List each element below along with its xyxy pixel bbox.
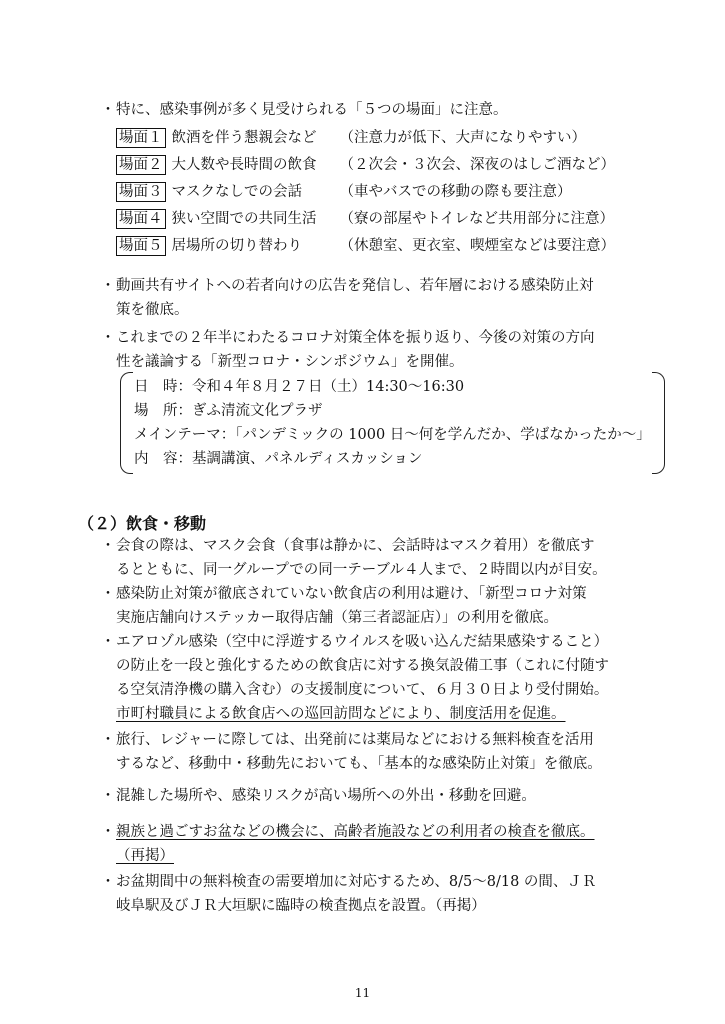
symposium-details-box — [120, 372, 665, 472]
bullet-line: お盆期間中の無料検査の需要増加に対応するため、8/5～8/18 の間、ＪＲ — [116, 874, 597, 890]
scene-tag: 場面５ — [116, 236, 166, 256]
event-theme: メインテーマ：「パンデミックの 1000 日～何を学んだか、学ばなかったか～」 — [134, 427, 651, 443]
bullet-line: 旅行、レジャーに際しては、出発前には薬局などにおける無料検査を活用 — [116, 732, 594, 748]
bullet-marker: ・ — [100, 732, 116, 748]
scene-tag: 場面３ — [116, 182, 166, 202]
bullet-ventilation-support — [100, 630, 670, 726]
bullet-certified-shops — [100, 582, 670, 630]
bullet-line: 岐阜駅及びＪＲ大垣駅に臨時の検査拠点を設置。（再掲） — [116, 898, 486, 914]
scene-tag: 場面４ — [116, 209, 166, 229]
bullet-text: 特に、感染事例が多く見受けられる「５つの場面」に注意。 — [116, 102, 508, 118]
scene-row — [116, 153, 676, 177]
bullet-marker: ・ — [100, 278, 116, 294]
bullet-marker: ・ — [100, 788, 116, 804]
scene-row — [116, 126, 676, 150]
scene-note: （注意力が低下、大声になりやすい） — [339, 130, 586, 146]
bullet-temporary-test-sites — [100, 870, 670, 918]
scene-main: 居場所の切り替わり — [171, 238, 302, 254]
bullet-marker: ・ — [100, 874, 116, 890]
bullet-avoid-crowds — [100, 784, 670, 808]
bullet-travel-testing — [100, 728, 670, 776]
bullet-line-underlined: 親族と過ごすお盆などの機会に、高齢者施設などの利用者の検査を徹底。 — [116, 824, 595, 840]
scene-note: （休憩室、更衣室、喫煙室などは要注意） — [339, 238, 615, 254]
scene-note: （車やバスでの移動の際も要注意） — [339, 184, 572, 200]
scene-row — [116, 180, 676, 204]
scene-main: マスクなしでの会話 — [171, 184, 302, 200]
bullet-line: の防止を一段と強化するための飲食店に対する換気設備工事（これに付随す — [116, 658, 609, 674]
bullet-line: 動画共有サイトへの若者向けの広告を発信し、若年層における感染防止対 — [116, 278, 594, 294]
scene-main: 狭い空間での共同生活 — [171, 211, 317, 227]
bullet-video-ads — [100, 274, 670, 322]
bullet-obon-testing — [100, 820, 670, 868]
bullet-line: る空気清浄機の購入含む）の支援制度について、６月３０日より受付開始。 — [116, 682, 609, 698]
bullet-symposium — [100, 326, 670, 374]
bullet-line-underlined: （再掲） — [116, 848, 174, 864]
event-venue: 場 所：ぎふ清流文化プラザ — [134, 403, 323, 419]
bullet-marker: ・ — [100, 538, 116, 554]
bullet-line: 策を徹底。 — [116, 302, 189, 318]
section-heading: （２）飲食・移動 — [78, 514, 207, 533]
bullet-line: エアロゾル感染（空中に浮遊するウイルスを吸い込んだ結果感染すること） — [116, 634, 609, 650]
event-date: 日 時：令和４年８月２７日（土）14:30～16:30 — [134, 379, 465, 395]
bracket-left — [120, 372, 133, 474]
bullet-line: るとともに、同一グループでの同一テーブル４人まで、２時間以内が目安。 — [116, 562, 607, 578]
bullet-line: 性を議論する「新型コロナ・シンポジウム」を開催。 — [116, 354, 464, 370]
scene-row — [116, 207, 676, 231]
bullet-five-scenes — [100, 98, 670, 122]
scene-main: 大人数や長時間の飲食 — [171, 157, 317, 173]
bullet-mask-dining — [100, 534, 670, 582]
bullet-line: 会食の際は、マスク会食（食事は静かに、会話時はマスク着用）を徹底す — [116, 538, 595, 554]
scene-row — [116, 234, 676, 258]
bullet-line: 感染防止対策が徹底されていない飲食店の利用は避け、「新型コロナ対策 — [116, 586, 587, 602]
scene-tag: 場面２ — [116, 155, 166, 175]
bullet-marker: ・ — [100, 102, 116, 118]
scene-main: 飲酒を伴う懇親会など — [171, 130, 317, 146]
bullet-marker: ・ — [100, 824, 116, 840]
scene-note: （寮の部屋やトイレなど共用部分に注意） — [339, 211, 614, 227]
event-content: 内 容：基調講演、パネルディスカッション — [134, 451, 423, 467]
bullet-marker: ・ — [100, 330, 116, 346]
bracket-right — [652, 372, 665, 474]
bullet-line: 実施店舗向けステッカー取得店舗（第三者認証店）」の利用を徹底。 — [116, 610, 558, 626]
bullet-line: これまでの２年半にわたるコロナ対策全体を振り返り、今後の対策の方向 — [116, 330, 595, 346]
bullet-marker: ・ — [100, 586, 116, 602]
scene-tag: 場面１ — [116, 128, 166, 148]
page-number: 11 — [354, 986, 371, 1000]
scene-note: （２次会・３次会、深夜のはしご酒など） — [339, 157, 615, 173]
bullet-marker: ・ — [100, 634, 116, 650]
bullet-line: 混雑した場所や、感染リスクが高い場所への外出・移動を回避。 — [116, 788, 536, 804]
bullet-line: するなど、移動中・移動先においても、「基本的な感染防止対策」を徹底。 — [116, 756, 602, 772]
bullet-line-underlined: 市町村職員による飲食店への巡回訪問などにより、制度活用を促進。 — [116, 706, 566, 722]
